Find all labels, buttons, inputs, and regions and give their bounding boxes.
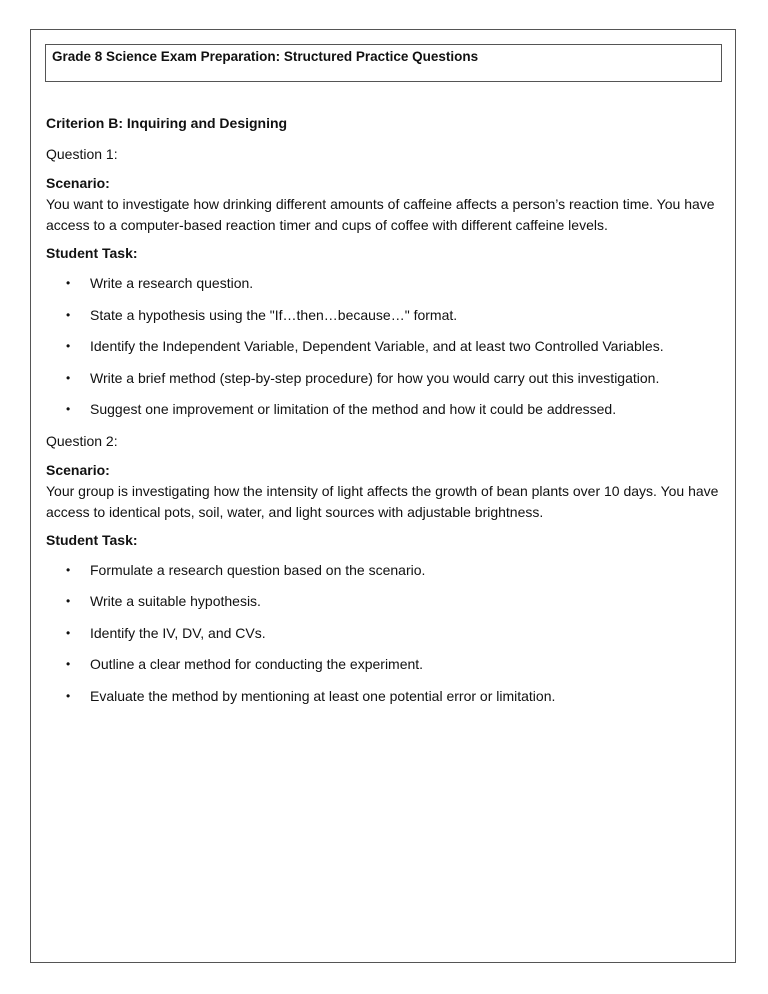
task-list xyxy=(46,560,722,707)
bullet-icon: • xyxy=(66,688,71,703)
bullet-icon: • xyxy=(66,307,71,322)
list-item xyxy=(46,399,722,420)
scenario-text: You want to investigate how drinking different amounts of caffeine affects a person’s reaction time. You have access to a computer-based reaction timer and cups of coffee with different caffeine levels. xyxy=(46,196,715,233)
question-label: Question 2: xyxy=(46,432,118,449)
list-item xyxy=(46,623,722,644)
bullet-icon: • xyxy=(66,562,71,577)
question-1 xyxy=(46,144,722,420)
task-text: Write a brief method (step-by-step procedure) for how you would carry out this investigation. xyxy=(90,369,660,386)
student-task-label: Student Task: xyxy=(46,245,138,261)
list-item xyxy=(46,560,722,581)
list-item xyxy=(46,305,722,326)
list-item xyxy=(46,368,722,389)
bullet-icon: • xyxy=(66,625,71,640)
task-text: Outline a clear method for conducting the experiment. xyxy=(90,656,424,672)
question-label: Question 1: xyxy=(46,146,118,162)
bullet-icon: • xyxy=(66,594,71,608)
student-task-label: Student Task: xyxy=(46,531,138,548)
bullet-icon: • xyxy=(66,370,71,385)
list-item xyxy=(46,273,722,294)
scenario-label: Scenario: xyxy=(46,461,110,478)
task-text: Suggest one improvement or limitation of the method and how it could be addressed. xyxy=(90,401,617,417)
task-text: State a hypothesis using the "If…then…because…" format. xyxy=(90,306,458,323)
scenario-text: Your group is investigating how the intensity of light affects the growth of bean plants over 10 days. You have access to identical pots, soil, water, and light sources with adjustable brightness. xyxy=(46,482,719,520)
document-title: Grade 8 Science Exam Preparation: Structured Practice Questions xyxy=(52,49,479,64)
list-item xyxy=(46,336,722,357)
document-title-box xyxy=(45,44,722,82)
bullet-icon: • xyxy=(66,276,71,290)
list-item xyxy=(46,654,722,675)
list-item xyxy=(46,686,722,707)
bullet-icon: • xyxy=(66,339,71,353)
task-text: Identify the Independent Variable, Dependent Variable, and at least two Controlled Variables. xyxy=(90,338,664,354)
bullet-icon: • xyxy=(66,402,71,416)
task-text: Evaluate the method by mentioning at least one potential error or limitation. xyxy=(90,687,556,704)
document-body xyxy=(46,113,722,717)
scenario-label: Scenario: xyxy=(46,175,110,191)
task-text: Formulate a research question based on the scenario. xyxy=(90,561,426,578)
task-text: Write a suitable hypothesis. xyxy=(90,593,261,609)
criterion-heading: Criterion B: Inquiring and Designing xyxy=(46,115,288,131)
task-list xyxy=(46,273,722,420)
bullet-icon: • xyxy=(66,657,71,671)
task-text: Identify the IV, DV, and CVs. xyxy=(90,624,266,641)
list-item xyxy=(46,591,722,612)
question-2 xyxy=(46,431,722,707)
task-text: Write a research question. xyxy=(90,275,254,291)
